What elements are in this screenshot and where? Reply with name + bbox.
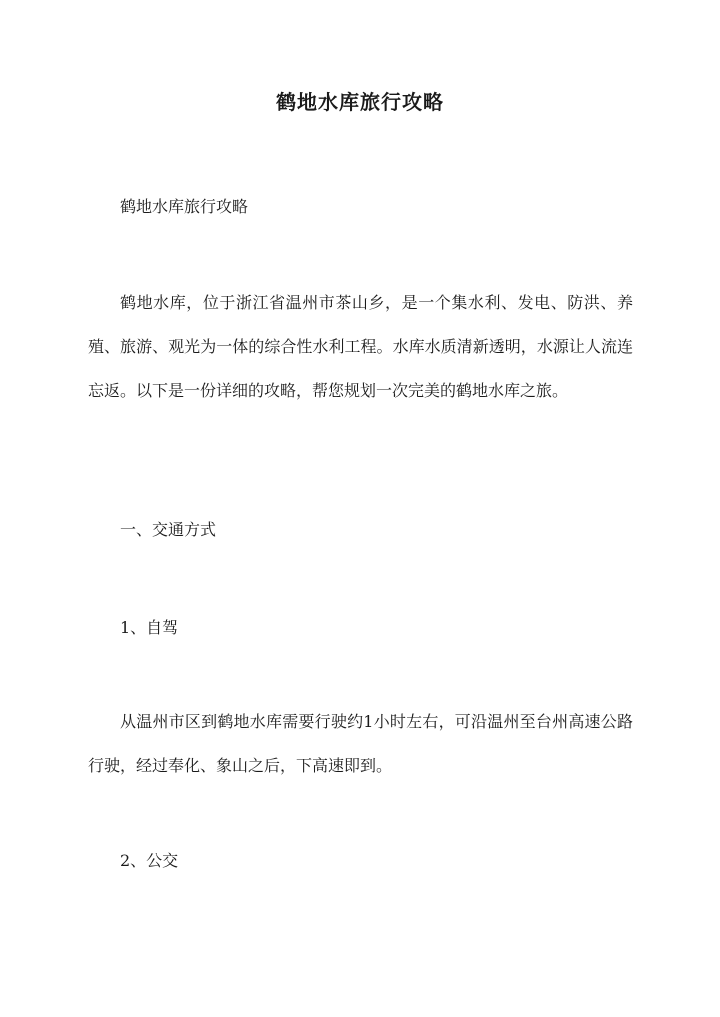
document-subtitle: 鹤地水库旅行攻略 <box>120 197 249 216</box>
subsection-heading-bus: 2、公交 <box>120 851 179 870</box>
section-heading-transport: 一、交通方式 <box>120 520 217 539</box>
intro-paragraph: 鹤地水库，位于浙江省温州市茶山乡，是一个集水利、发电、防洪、养殖、旅游、观光为一体的综合性水利工程。水库水质清新透明，水源让人流连忘返。以下是一份详细的攻略，帮您规划一次完美的鹤地水库之旅。 <box>88 293 633 400</box>
document-title: 鹤地水库旅行攻略 <box>276 90 444 114</box>
self-drive-paragraph: 从温州市区到鹤地水库需要行驶约1小时左右，可沿温州至台州高速公路行驶，经过奉化、象山之后，下高速即到。 <box>88 712 633 775</box>
subsection-heading-self-drive: 1、自驾 <box>120 618 179 637</box>
